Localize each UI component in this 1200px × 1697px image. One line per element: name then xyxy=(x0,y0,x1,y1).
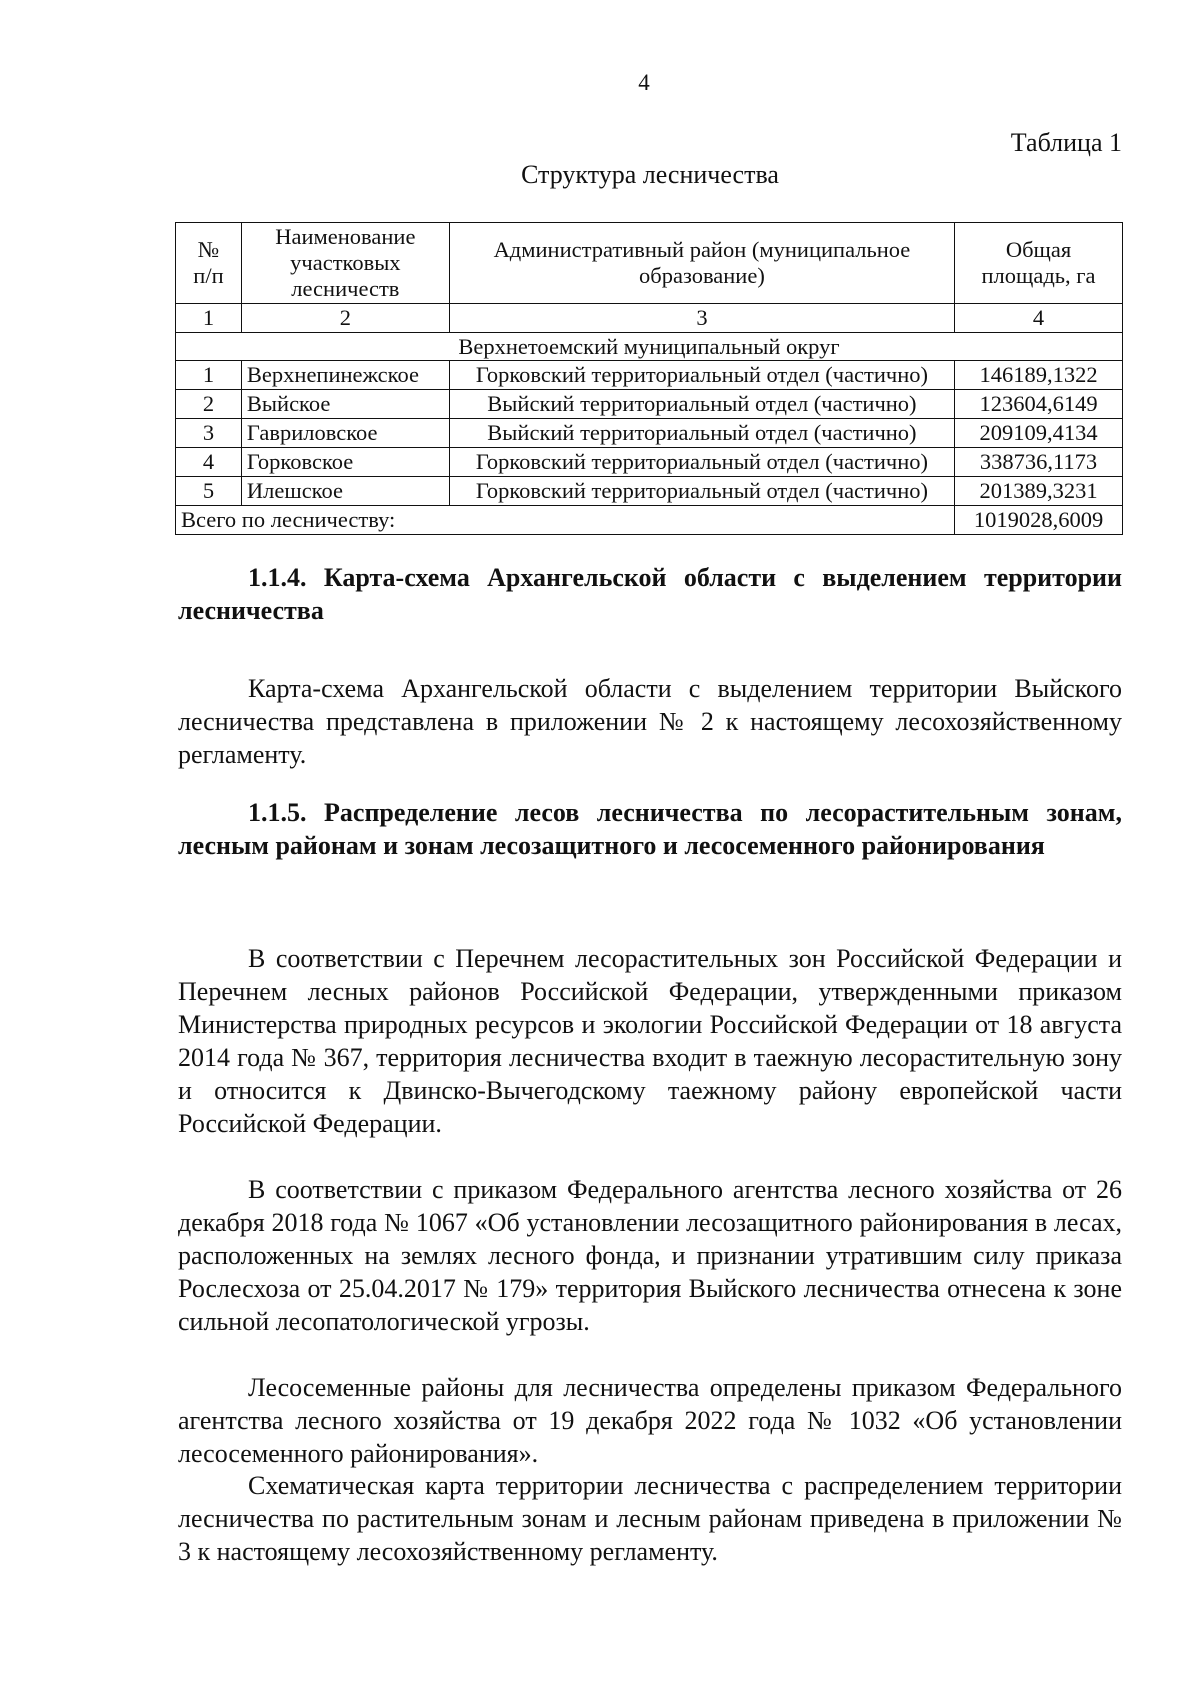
column-number: 4 xyxy=(955,303,1123,332)
header-number: № п/п xyxy=(176,223,242,304)
group-row-label: Верхнетоемский муниципальный округ xyxy=(176,332,1123,361)
row-name: Гавриловское xyxy=(241,419,449,448)
paragraph: Лесосеменные районы для лесничества определены приказом Федерального агентства лесного хозяйства от 19 декабря 2022 года № 1032 «Об установлении лесосеменного районирования». xyxy=(178,1373,1122,1468)
header-name: Наименование участковых лесничеств xyxy=(241,223,449,304)
section-number: 1.1.4. xyxy=(248,563,307,592)
group-row xyxy=(176,332,1123,361)
header-area: Общая площадь, га xyxy=(955,223,1123,304)
row-district: Горковский территориальный отдел (частично) xyxy=(449,361,954,390)
header-district: Административный район (муниципальное образование) xyxy=(449,223,954,304)
row-area: 123604,6149 xyxy=(955,390,1123,419)
row-district: Горковский территориальный отдел (частично) xyxy=(449,448,954,477)
paragraph: Карта-схема Архангельской области с выделением территории Выйского лесничества представлена в приложении № 2 к настоящему лесохозяйственному регламенту. xyxy=(178,674,1122,769)
table-row xyxy=(176,476,1123,505)
section-heading-1-1-5 xyxy=(178,796,1122,862)
paragraph: В соответствии с приказом Федерального агентства лесного хозяйства от 26 декабря 2018 года № 1067 «Об установлении лесозащитного районирования в лесах, расположенных на землях лесного фонда, и признании утратившим силу приказа Рослесхоза от 25.04.2017 № 179» территория Выйского лесничества отнесена к зоне сильной лесопатологической угрозы. xyxy=(178,1175,1122,1336)
table-title: Структура лесничества xyxy=(521,160,779,189)
row-name: Илешское xyxy=(241,476,449,505)
structure-table xyxy=(175,222,1123,535)
row-name: Выйское xyxy=(241,390,449,419)
row-district: Выйский территориальный отдел (частично) xyxy=(449,419,954,448)
page-number: 4 xyxy=(638,70,650,95)
row-district: Горковский территориальный отдел (частично) xyxy=(449,476,954,505)
table-label: Таблица 1 xyxy=(1010,128,1122,157)
table-row xyxy=(176,448,1123,477)
row-number: 4 xyxy=(176,448,242,477)
row-area: 338736,1173 xyxy=(955,448,1123,477)
table-row xyxy=(176,390,1123,419)
paragraph: В соответствии с Перечнем лесорастительных зон Российской Федерации и Перечнем лесных районов Российской Федерации, утвержденными приказом Министерства природных ресурсов и экологии Российской Федерации от 18 августа 2014 года № 367, территория лесничества входит в таежную лесорастительную зону и относится к Двинско-Вычегодскому таежному району европейской части Российской Федерации. xyxy=(178,944,1122,1138)
row-number: 1 xyxy=(176,361,242,390)
section-heading-1-1-4 xyxy=(178,561,1122,627)
row-area: 201389,3231 xyxy=(955,476,1123,505)
row-name: Верхнепинежское xyxy=(241,361,449,390)
table-header-row xyxy=(176,223,1123,304)
table-row xyxy=(176,419,1123,448)
row-number: 3 xyxy=(176,419,242,448)
section-title: Карта-схема Архангельской области с выделением территории лесничества xyxy=(178,563,1123,625)
section-number: 1.1.5. xyxy=(248,798,307,827)
total-row xyxy=(176,505,1123,534)
total-label: Всего по лесничеству: xyxy=(176,505,955,534)
column-number-row xyxy=(176,303,1123,332)
total-value: 1019028,6009 xyxy=(955,505,1123,534)
row-area: 146189,1322 xyxy=(955,361,1123,390)
table-row xyxy=(176,361,1123,390)
column-number: 2 xyxy=(241,303,449,332)
row-name: Горковское xyxy=(241,448,449,477)
row-district: Выйский территориальный отдел (частично) xyxy=(449,390,954,419)
row-number: 2 xyxy=(176,390,242,419)
section-title: Распределение лесов лесничества по лесорастительным зонам, лесным районам и зонам лесозащитного и лесосеменного районирования xyxy=(178,798,1122,860)
row-number: 5 xyxy=(176,476,242,505)
column-number: 3 xyxy=(449,303,954,332)
paragraph: Схематическая карта территории лесничества с распределением территории лесничества по растительным зонам и лесным районам приведена в приложении № 3 к настоящему лесохозяйственному регламенту. xyxy=(178,1471,1122,1566)
row-area: 209109,4134 xyxy=(955,419,1123,448)
column-number: 1 xyxy=(176,303,242,332)
